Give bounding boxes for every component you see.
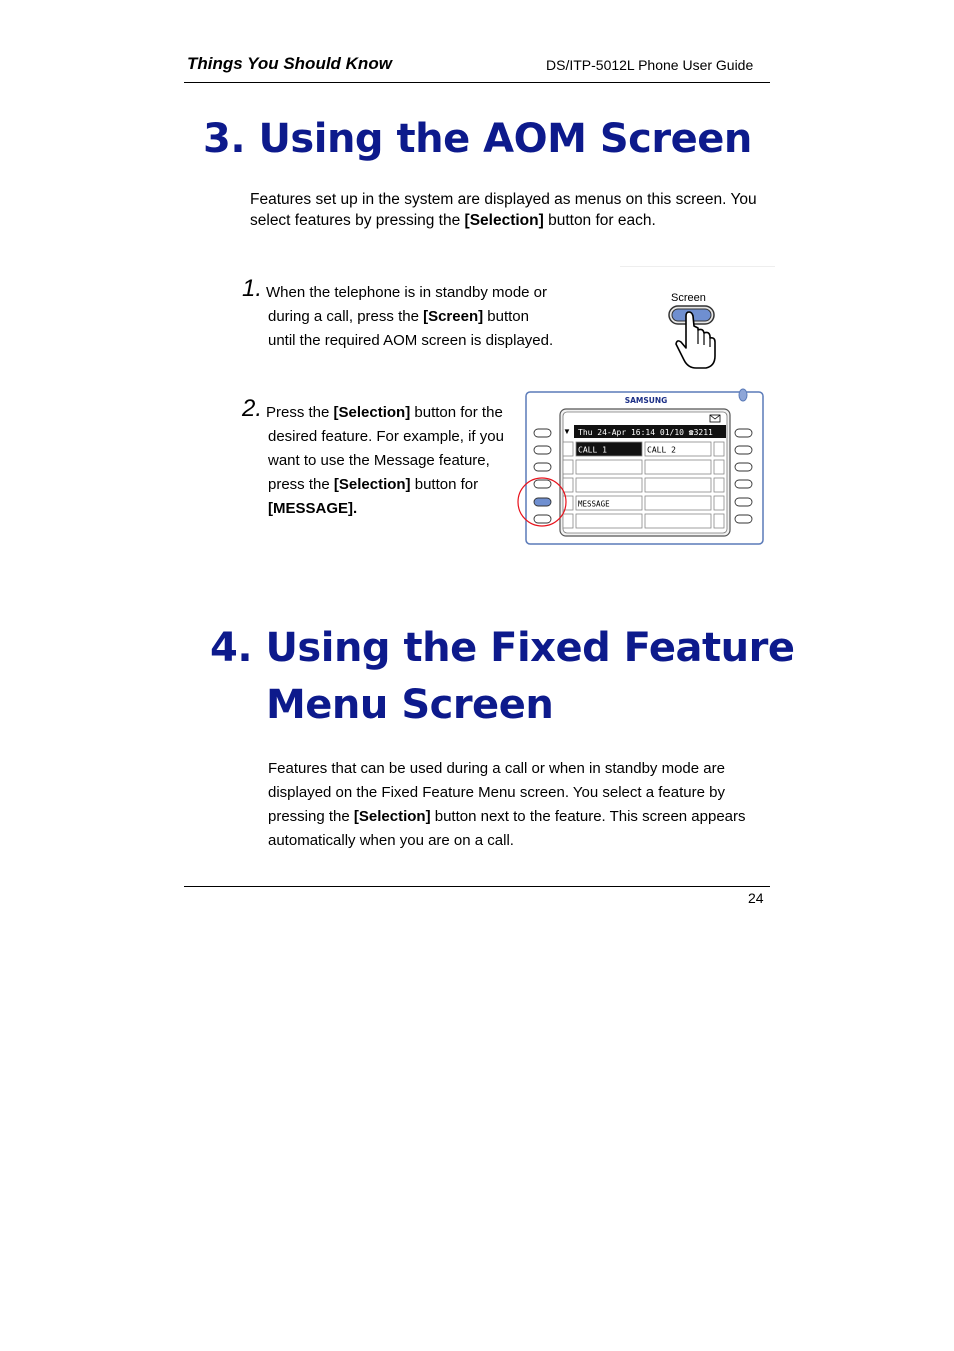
section4-heading-line1: 4. Using the Fixed Feature [210, 625, 795, 671]
svg-text:▼: ▼ [563, 427, 571, 436]
section3-intro: Features set up in the system are displayed as menus on this screen. You select features by pressing the [Selection] button for each. [250, 191, 757, 229]
section4-heading-line2: Menu Screen [266, 682, 554, 728]
phone-status-line: Thu 24-Apr 16:14 01/10 ☎3211 [578, 428, 713, 437]
step1-number: 1. [242, 275, 263, 302]
section4-paragraph: Features that can be used during a call or when in standby mode are displayed on the Fixed Feature Menu screen. You select a feature by pressing the [Selection] button next to the feature. This screen appears automatically when you are on a call. [268, 760, 746, 849]
running-header-title: DS/ITP-5012L Phone User Guide [546, 57, 754, 73]
aom-phone-illustration [515, 388, 767, 548]
header-rule [184, 82, 770, 83]
footer-rule [184, 886, 770, 887]
step2-line1: Press the [Selection] button for the [266, 404, 503, 421]
section3-heading: 3. Using the AOM Screen [203, 116, 752, 162]
phone-brand: SAMSUNG [624, 396, 668, 405]
screen-button-label: Screen [671, 292, 706, 304]
phone-key-call2: CALL 2 [647, 445, 676, 455]
illustration-frame-line [620, 266, 775, 267]
page-number: 24 [748, 890, 764, 906]
step2-rest: desired feature. For example, if you want to use the Message feature, press the [Selection] button for [MESSAGE]. [268, 428, 504, 517]
running-header-section: Things You Should Know [187, 54, 392, 73]
phone-key-call1: CALL 1 [578, 445, 607, 455]
phone-key-message: MESSAGE [578, 499, 610, 509]
step2-number: 2. [242, 395, 263, 422]
screen-button-hand-icon [664, 304, 720, 372]
step1-line1: When the telephone is in standby mode or [266, 284, 548, 301]
step1-rest: during a call, press the [Screen] button until the required AOM screen is displayed. [268, 308, 554, 349]
